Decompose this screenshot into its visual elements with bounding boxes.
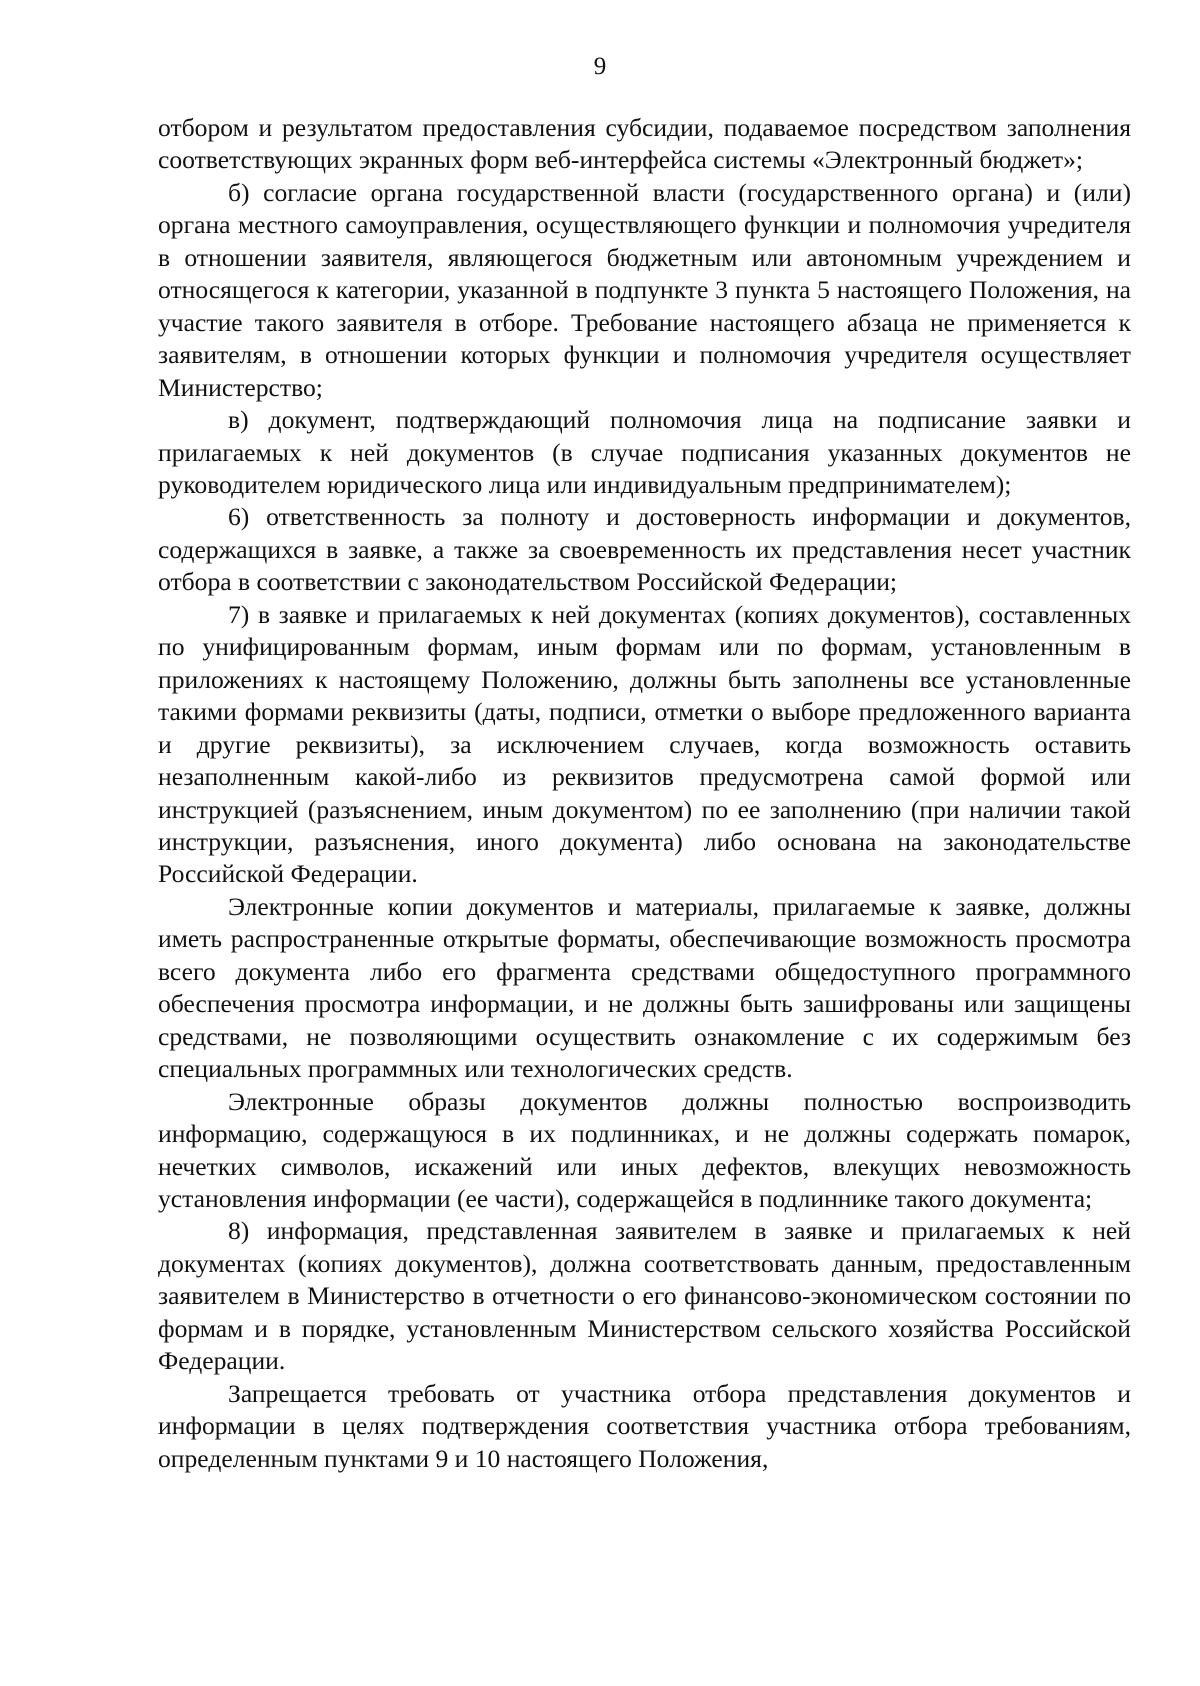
document-body: [158, 112, 1131, 1475]
paragraph-continuation: отбором и результатом предоставления субсидии, подаваемое посредством заполнения соответствующих экранных форм веб-интерфейса системы «Электронный бюджет»;: [158, 113, 1131, 175]
paragraph-item-7: 7) в заявке и прилагаемых к ней документах (копиях документов), составленных по унифицированным формам, иным формам или по формам, установленным в приложениях к настоящему Положению, должны быть заполнены все установленные такими формами реквизиты (даты, подписи, отметки о выборе предложенного варианта и другие реквизиты), за исключением случаев, когда возможность оставить незаполненным какой-либо из реквизитов предусмотрена самой формой или инструкцией (разъяснением, иным документом) по ее заполнению (при наличии такой инструкции, разъяснения, иного документа) либо основана на законодательстве Российской Федерации.: [158, 599, 1131, 889]
paragraph-item-8: 8) информация, представленная заявителем в заявке и прилагаемых к ней документах (копиях документов), должна соответствовать данным, предоставленным заявителем в Министерство в отчетности о его финансово-экономическом состоянии по формам и в порядке, установленным Министерством сельского хозяйства Российской Федерации.: [158, 1216, 1131, 1376]
paragraph-electronic-images: Электронные образы документов должны полностью воспроизводить информацию, содержащуюся в их подлинниках, и не должны содержать помарок, нечетких символов, искажений или иных дефектов, влекущих невозможность установления информации (ее части), содержащейся в подлиннике такого документа;: [158, 1086, 1131, 1213]
paragraph-item-b: б) согласие органа государственной власти (государственного органа) и (или) органа местного самоуправления, осуществляющего функции и полномочия учредителя в отношении заявителя, являющегося бюджетным или автономным учреждением и относящегося к категории, указанной в подпункте 3 пункта 5 настоящего Положения, на участие такого заявителя в отборе. Требование настоящего абзаца не применяется к заявителям, в отношении которых функции и полномочия учредителя осуществляет Министерство;: [158, 177, 1131, 402]
page-number: 9: [593, 53, 607, 80]
paragraph-item-6: 6) ответственность за полноту и достоверность информации и документов, содержащихся в заявке, а также за своевременность их представления несет участник отбора в соответствии с законодательством Российской Федерации;: [158, 502, 1131, 597]
paragraph-item-v: в) документ, подтверждающий полномочия лица на подписание заявки и прилагаемых к ней документов (в случае подписания указанных документов не руководителем юридического лица или индивидуальным предпринимателем);: [158, 405, 1131, 499]
paragraph-electronic-copies: Электронные копии документов и материалы, прилагаемые к заявке, должны иметь распространенные открытые форматы, обеспечивающие возможность просмотра всего документа либо его фрагмента средствами общедоступного программного обеспечения просмотра информации, и не должны быть зашифрованы или защищены средствами, не позволяющими осуществить ознакомление с их содержимым без специальных программных или технологических средств.: [158, 891, 1131, 1084]
paragraph-prohibition: Запрещается требовать от участника отбора представления документов и информации в целях подтверждения соответствия участника отбора требованиям, определенным пунктами 9 и 10 настоящего Положения,: [158, 1378, 1131, 1473]
